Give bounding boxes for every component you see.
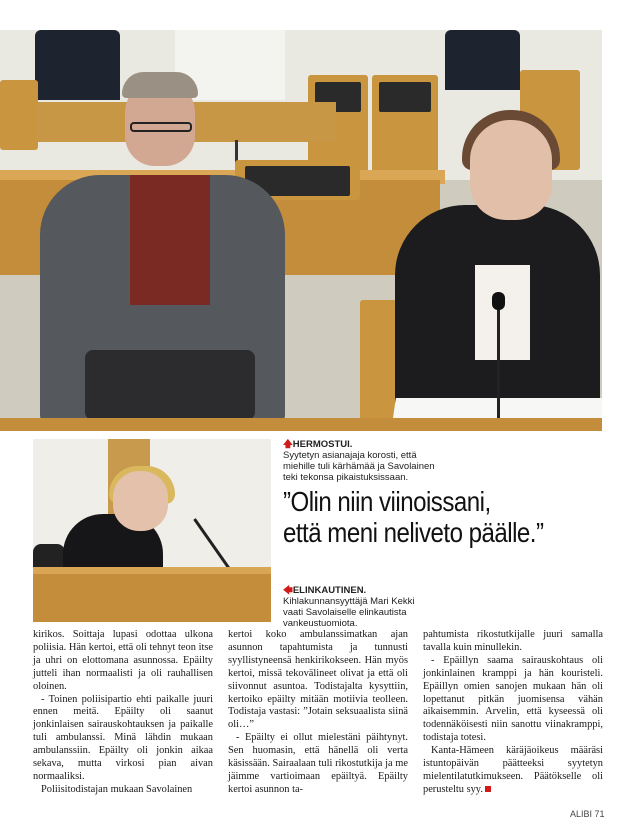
caption-line: miehille tuli kärhämää ja Savolainen [283, 461, 435, 472]
paragraph: kirikos. Soittaja lupasi odottaa ulkona poliisia. Hän kertoi, että oli tehnyt teon itse ja uhri on elottomana asunnossa. Epäilty jutteli ihan normaalisti ja oli rauhallisen oloinen. [33, 629, 213, 692]
front-desk [0, 418, 602, 431]
chair [0, 80, 38, 150]
end-mark-icon [485, 786, 491, 792]
red-left-arrow-icon: 🡄 [283, 585, 293, 596]
defendant-hair [122, 72, 198, 98]
microphone-stand [497, 300, 500, 430]
caption-line: Kihlakunnansyyttäjä Mari Kekki [283, 596, 415, 607]
paragraph: kertoi koko ambulanssimatkan ajan asunnon tapahtumista ja tunnusti syyllistyneensä henkirikokseen. Hän myös kertoi, missä tekovälineet olivat ja että oli siivonnut asuntoa. Todistajalta kysyttiin, kertoiko epäilty mitään motiivia teolleen. Todistaja vastasi: ”Jotain seksuaalista siinä oli…” [228, 629, 408, 731]
microphone-head [492, 292, 505, 310]
pull-quote [283, 486, 544, 548]
courtroom-photo [0, 30, 602, 431]
body-column-3 [423, 629, 603, 797]
lawyer-head [470, 120, 552, 220]
pull-quote-line: ”Olin niin viinoissani, [283, 486, 491, 517]
body-column-2 [228, 629, 408, 797]
main-caption-heading: 🡅HERMOSTUI. [283, 439, 353, 450]
pull-quote-line: että meni neliveto päälle.” [283, 517, 544, 548]
guard-left [35, 30, 120, 100]
paragraph: - Toinen poliisipartio ehti paikalle juuri ennen meitä. Epäilty oli saanut jonkinlaisen sairauskohtauksen ja paikalle tuli ambulanssi. Minä lähdin mukaan ambulanssiin. Epäilty oli jonkin aikaa sekava, mutta virkosi pian aivan normaaliksi. [33, 693, 213, 782]
paragraph [423, 745, 603, 797]
desk [33, 574, 271, 622]
caption-line: vankeustuomiota. [283, 618, 358, 629]
small-caption [283, 585, 463, 629]
chair-back [379, 82, 431, 112]
body-column-1 [33, 629, 213, 797]
small-caption-heading: 🡄ELINKAUTINEN. [283, 585, 367, 596]
guard-right [445, 30, 520, 90]
caption-line: Syytetyn asianajaja korosti, että [283, 450, 417, 461]
paragraph: - Epäillyn saama sairauskohtaus oli jonkinlainen kramppi ja hän kouristeli. Epäillyn omien sanojen mukaan hän oli lopettanut pitkän juomisensa vähän aikaisemmin. Arvelin, että kyseessä oli todennäköisesti niin sanottu viinakramppi, todistaja totesi. [423, 654, 603, 744]
paragraph: pahtumista rikostutkijalle juuri samalla tavalla kuin minullekin. [423, 629, 603, 653]
caption-line: vaati Savolaiselle elinkautista [283, 607, 407, 618]
lawyer-blouse [475, 265, 530, 360]
caption-line: teki tekonsa pikaistuksissaan. [283, 472, 409, 483]
prosecutor-head [113, 471, 168, 531]
page-folio: ALIBI 71 [570, 809, 605, 819]
main-caption [283, 439, 463, 483]
defendant-sweater [130, 175, 210, 305]
paragraph: - Epäilty ei ollut mielestäni päihtynyt. Sen huomasin, että hänellä oli verta käsissään. Sairaalaan tuli rikostutkija ja me jäimme vartioimaan epäiltyä. Epäilty kertoi asunnon ta- [228, 732, 408, 795]
red-up-arrow-icon: 🡅 [283, 439, 293, 450]
final-paragraph-text: Kanta-Hämeen käräjäoikeus määräsi istuntopäivän päätteeksi syytetyn mielentilatutkimukseen. Päätökselle oli perusteltu syy. [423, 745, 603, 795]
paragraph: Poliisitodistajan mukaan Savolainen [41, 783, 193, 795]
defendant-legs [85, 350, 255, 420]
defendant-glasses [130, 122, 192, 132]
prosecutor-photo [33, 439, 271, 622]
